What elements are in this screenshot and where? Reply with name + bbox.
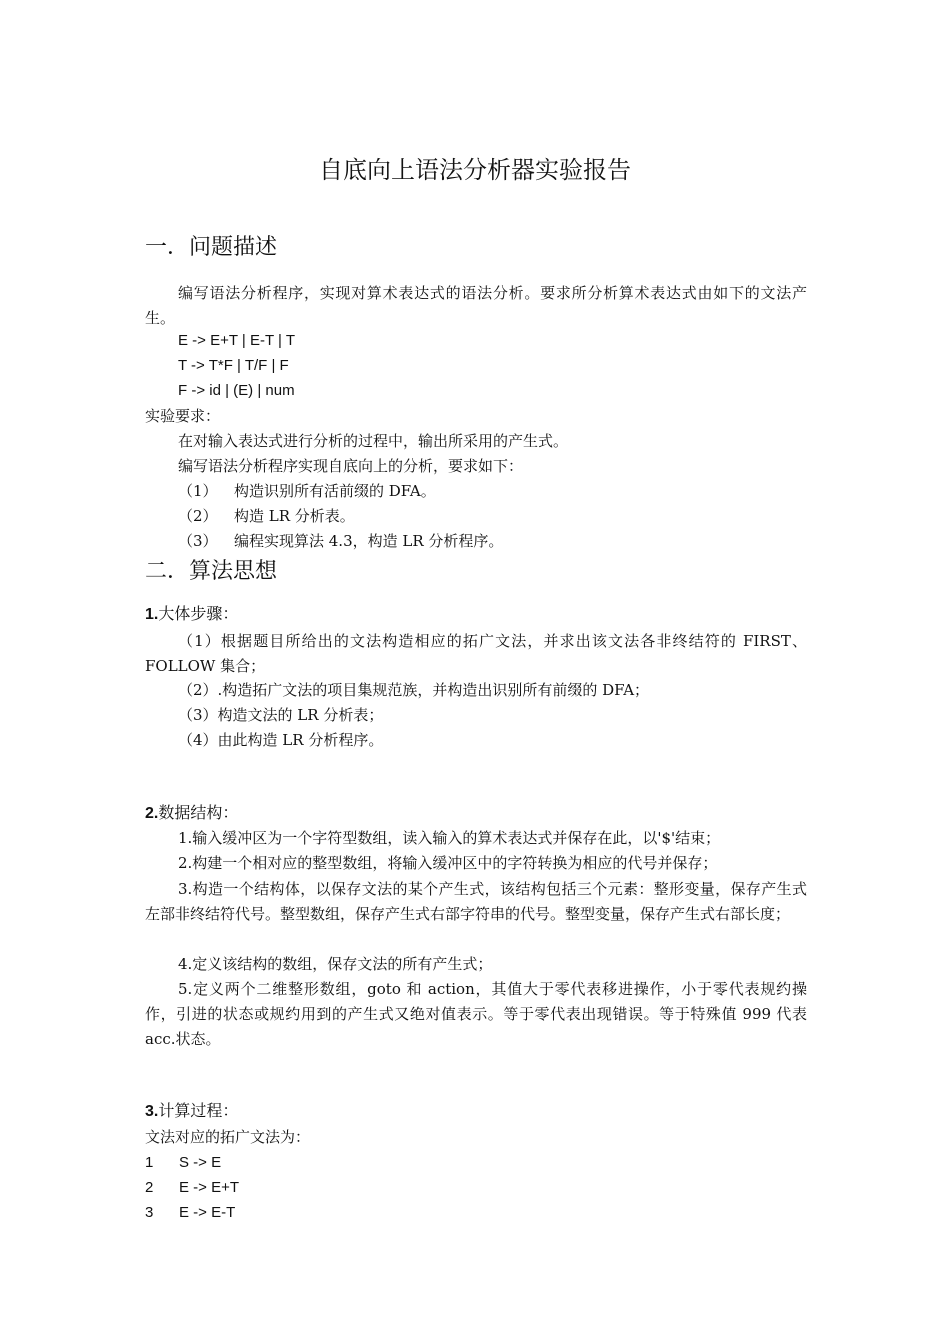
production-row [145, 1203, 235, 1223]
step-2: （2）.构造拓广文法的项目集规范族，并构造出识别所有前缀的 DFA； [178, 681, 650, 699]
data-structure-2: 2.构建一个相对应的整型数组，将输入缓冲区中的字符转换为相应的代号并保存； [178, 854, 718, 872]
data-structure-5: 5.定义两个二维整形数组，goto 和 action，其值大于零代表移进操作，小于零代表规约操作，引进的状态或规约用到的产生式又绝对值表示。等于零代表出现错误。等于特殊值 999 代表 acc.状态。 [145, 980, 807, 1048]
production-rule: E -> E-T [179, 1204, 236, 1221]
subheading-steps [145, 603, 238, 626]
data-structure-4: 4.定义该结构的数组，保存文法的所有产生式； [178, 955, 493, 973]
production-rule: S -> E [179, 1154, 222, 1171]
list-item-number: （2） [178, 507, 218, 525]
production-row [145, 1153, 221, 1173]
subheading-label: 大体步骤： [158, 604, 239, 623]
section-2-heading: 二．算法思想 [145, 559, 278, 584]
section-1-heading: 一．问题描述 [145, 235, 278, 260]
list-item [178, 481, 436, 501]
step-1: （1）根据题目所给出的文法构造相应的拓广文法，并求出该文法各非终结符的 FIRST、FOLLOW 集合； [145, 632, 807, 675]
list-item-text: 编程实现算法 4.3，构造 LR 分析程序。 [234, 532, 504, 550]
step-4: （4）由此构造 LR 分析程序。 [178, 731, 384, 749]
grammar-rule-e: E -> E+T | E-T | T [178, 332, 295, 349]
requirements-label: 实验要求： [145, 407, 221, 425]
subheading-label: 数据结构： [158, 803, 239, 822]
intro-paragraph: 编写语法分析程序，实现对算术表达式的语法分析。要求所分析算术表达式由如下的文法产生。 [145, 284, 807, 327]
data-structure-1: 1.输入缓冲区为一个字符型数组，读入输入的算术表达式并保存在此，以'$'结束； [178, 829, 721, 847]
production-number: 3 [145, 1204, 154, 1221]
subheading-number: 1. [145, 606, 159, 623]
document-title: 自底向上语法分析器实验报告 [319, 156, 631, 184]
requirement-1: 在对输入表达式进行分析的过程中，输出所采用的产生式。 [178, 432, 569, 450]
subheading-calculation [145, 1100, 238, 1123]
data-structure-3: 3.构造一个结构体，以保存文法的某个产生式，该结构包括三个元素：整形变量，保存产生式左部非终结符代号。整型数组，保存产生式右部字符串的代号。整型变量，保存产生式右部长度； [145, 880, 807, 923]
production-rule: E -> E+T [179, 1179, 240, 1196]
list-item [178, 506, 355, 526]
subheading-data-structure [145, 802, 238, 825]
step-3: （3）构造文法的 LR 分析表； [178, 706, 384, 724]
grammar-rule-t: T -> T*F | T/F | F [178, 357, 289, 374]
augmented-grammar-label: 文法对应的拓广文法为： [145, 1128, 311, 1146]
subheading-number: 3. [145, 1103, 159, 1120]
grammar-rule-f: F -> id | (E) | num [178, 382, 295, 399]
production-row [145, 1178, 239, 1198]
list-item [178, 531, 503, 551]
requirement-2: 编写语法分析程序实现自底向上的分析，要求如下： [178, 457, 524, 475]
list-item-number: （1） [178, 482, 218, 500]
production-number: 2 [145, 1179, 154, 1196]
subheading-number: 2. [145, 805, 159, 822]
production-number: 1 [145, 1154, 154, 1171]
subheading-label: 计算过程： [158, 1101, 239, 1120]
list-item-number: （3） [178, 532, 218, 550]
list-item-text: 构造识别所有活前缀的 DFA。 [234, 482, 436, 500]
list-item-text: 构造 LR 分析表。 [234, 507, 355, 525]
